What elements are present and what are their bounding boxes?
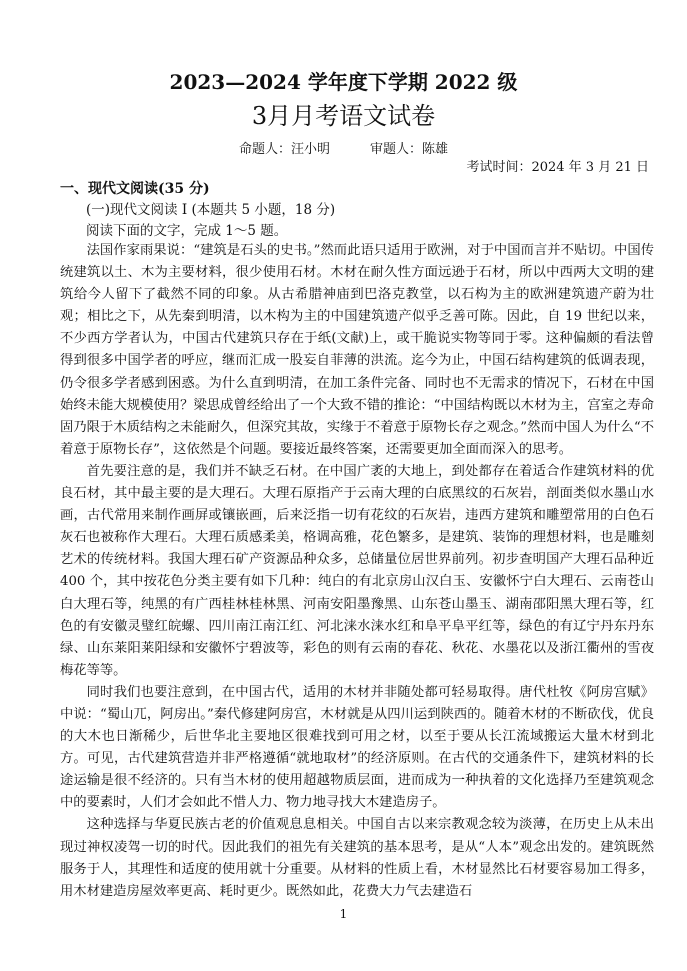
paragraph: 首先要注意的是，我们并不缺乏石材。在中国广袤的大地上，到处都存在着适合作建筑材料的优良石材，其中最主要的是大理石。大理石原指产于云南大理的白底黑纹的石灰岩，剖面类似水墨山水画，古代常用来制作画屏或镶嵌画，后来泛指一切有花纹的石灰岩，违西方建筑和雕塑常用的白色石灰石也被称作大理石。大理石质感柔美，格调高雅，花色繁多，是建筑、装饰的理想材料，也是雕刻艺术的传统材料。我国大理石矿产资源品种众多，总储量位居世界前列。初步查明国产大理石品种近 400 个，其中按花色分类主要有如下几种：纯白的有北京房山汉白玉、安徽怀宁白大理石、云南苍山白大理石等，纯黑的有广西桂林桂林黑、河南安阳墨豫黑、山东苍山墨玉、湖南邵阳黑大理石等，红色的有安徽灵璧红皖螺、四川南江南江红、河北涞水涞水红和阜平阜平红等，绿色的有辽宁丹东丹东绿、山东莱阳莱阳绿和安徽怀宁碧波等，彩色的则有云南的春花、秋花、水墨花以及浙江衢州的雪夜梅花等等。 <box>60 463 654 678</box>
author: 命题人：汪小明 <box>238 142 330 157</box>
exam-title-line1: 2023—2024 学年度下学期 2022 级 <box>169 70 518 94</box>
section-heading: 一、现代文阅读(35 分) <box>60 181 210 197</box>
page-number: 1 <box>339 907 348 921</box>
reading-instruction: 阅读下面的文字，完成 1～5 题。 <box>86 223 288 239</box>
author-line <box>0 138 687 157</box>
exam-time: 考试时间：2024 年 3 月 21 日 <box>466 160 649 175</box>
paragraph: 这种选择与华夏民族古老的价值观息息相关。中国自古以来宗教观念较为淡薄，在历史上从未出现过神权凌驾一切的时代。因此我们的祖先有关建筑的基本思考，是从“人本”观念出发的。建筑既然服务于人，其理性和适度的使用就十分重要。从材料的性质上看，木材显然比石材要容易加工得多，用木材建造房屋效率更高、耗时更少。既然如此，花费大力气去建造石 <box>60 817 654 899</box>
sub-heading: (一)现代文阅读 I (本题共 5 小题，18 分) <box>86 202 336 218</box>
paragraph: 同时我们也要注意到，在中国古代，适用的木材并非随处都可轻易取得。唐代杜牧《阿房宫赋》中说：“蜀山兀，阿房出。”秦代修建阿房宫，木材就是从四川运到陕西的。随着木材的不断砍伐，优良的大木也日渐稀少，后世华北主要地区很难找到可用之材，以至于要从长江流域搬运大量木材到北方。可见，古代建筑营造并非严格遵循“就地取材”的经济原则。在古代的交通条件下，建筑材料的长途运输是很不经济的。只有当木材的使用超越物质层面，进而成为一种执着的文化选择乃至建筑观念中的要素时，人们才会如此不惜人力、物力地寻找大木建造房子。 <box>60 684 654 811</box>
exam-title-line2: 3月月考语文试卷 <box>251 102 436 130</box>
reading-passage <box>60 240 654 903</box>
paragraph: 法国作家雨果说：“建筑是石头的史书。”然而此语只适用于欧洲，对于中国而言并不贴切。中国传统建筑以土、木为主要材料，很少使用石材。木材在耐久性方面远逊于石材，所以中西两大文明的建筑给今人留下了截然不同的印象。从古希腊神庙到巴洛克教堂，以石构为主的欧洲建筑遗产蔚为壮观；相比之下，从先秦到明清，以木构为主的中国建筑遗产似乎乏善可陈。因此，自 19 世纪以来，不少西方学者认为，中国古代建筑只存在于纸(文献)上，或干脆说实物等同于零。这种偏颇的看法曾得到很多中国学者的呼应，继而汇成一股妄自菲薄的洪流。迄今为止，中国石结构建筑的低调表现，仍令很多学者感到困惑。为什么直到明清，在加工条件完备、同时也不无需求的情况下，石材在中国始终未能大规模使用？梁思成曾经给出了一个大致不错的推论：“中国结构既以木材为主，宫室之寿命固乃限于木质结构之未能耐久，但深究其故，实缘于不着意于原物长存之观念。”然而中国人为什么“不着意于原物长存”，这依然是个问题。要接近最终答案，还需要更加全面而深入的思考。 <box>60 243 654 457</box>
reviewer: 审题人：陈雄 <box>370 142 449 157</box>
